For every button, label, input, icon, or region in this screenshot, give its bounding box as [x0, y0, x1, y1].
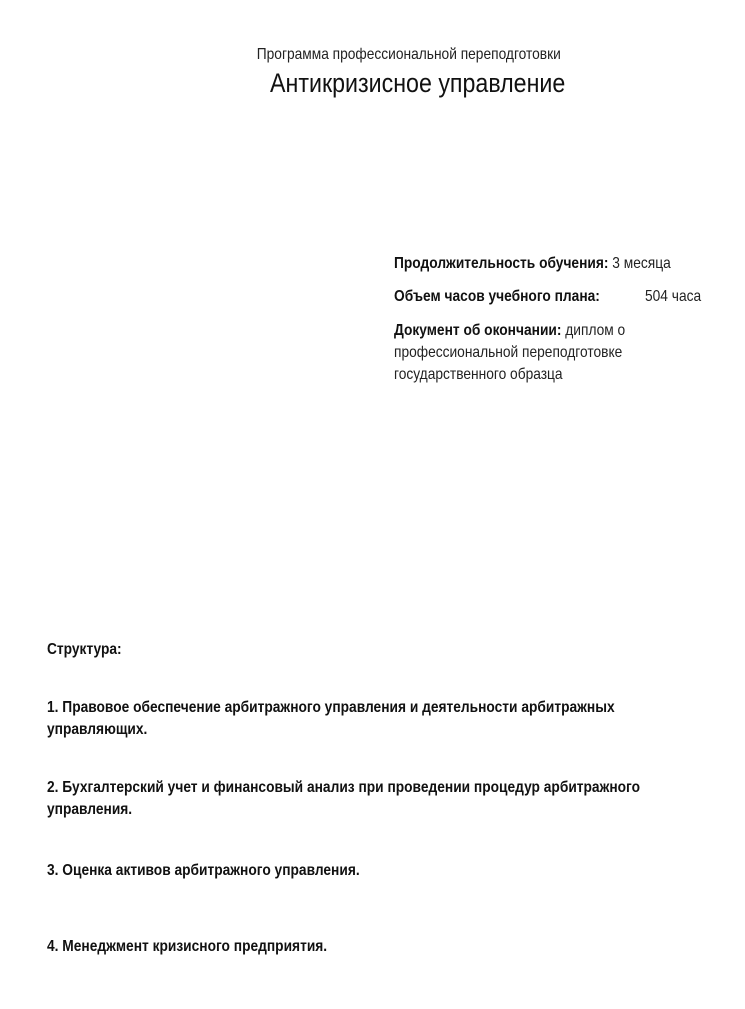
structure-item — [47, 860, 411, 882]
program-subtitle-text: Программа профессиональной переподготовки — [256, 46, 562, 63]
hours-value-cell — [645, 286, 710, 308]
structure-item — [47, 777, 737, 821]
structure-item-line: 3. Оценка активов арбитражного управления. — [47, 862, 360, 879]
document-row — [394, 320, 663, 386]
structure-item-line: 2. Бухгалтерский учет и финансовый анализ при проведении процедур арбитражного — [47, 779, 641, 796]
structure-item-line: управляющих. — [47, 721, 148, 738]
hours-value: 504 часа — [645, 288, 702, 305]
structure-item — [47, 697, 707, 741]
structure-item-line: управления. — [47, 801, 133, 818]
structure-heading — [47, 639, 134, 661]
hours-label: Объем часов учебного плана: — [394, 288, 600, 305]
page-title — [0, 68, 745, 99]
page-title-text: Антикризисное управление — [270, 68, 566, 98]
duration-value: 3 месяца — [612, 255, 671, 272]
document-value-line1: диплом о — [565, 322, 626, 339]
program-subtitle — [0, 46, 745, 64]
structure-item-line: 1. Правовое обеспечение арбитражного управления и деятельности арбитражных — [47, 699, 615, 716]
structure-item — [47, 936, 373, 958]
structure-item-line: 4. Менеджмент кризисного предприятия. — [47, 938, 328, 955]
duration-label: Продолжительность обучения: — [394, 255, 609, 272]
hours-row — [394, 286, 633, 308]
duration-row — [394, 253, 716, 275]
document-value-line2: профессиональной переподготовке — [394, 344, 623, 361]
document-value-line3: государственного образца — [394, 366, 563, 383]
structure-heading-text: Структура: — [47, 641, 122, 658]
document-label: Документ об окончании: — [394, 322, 562, 339]
